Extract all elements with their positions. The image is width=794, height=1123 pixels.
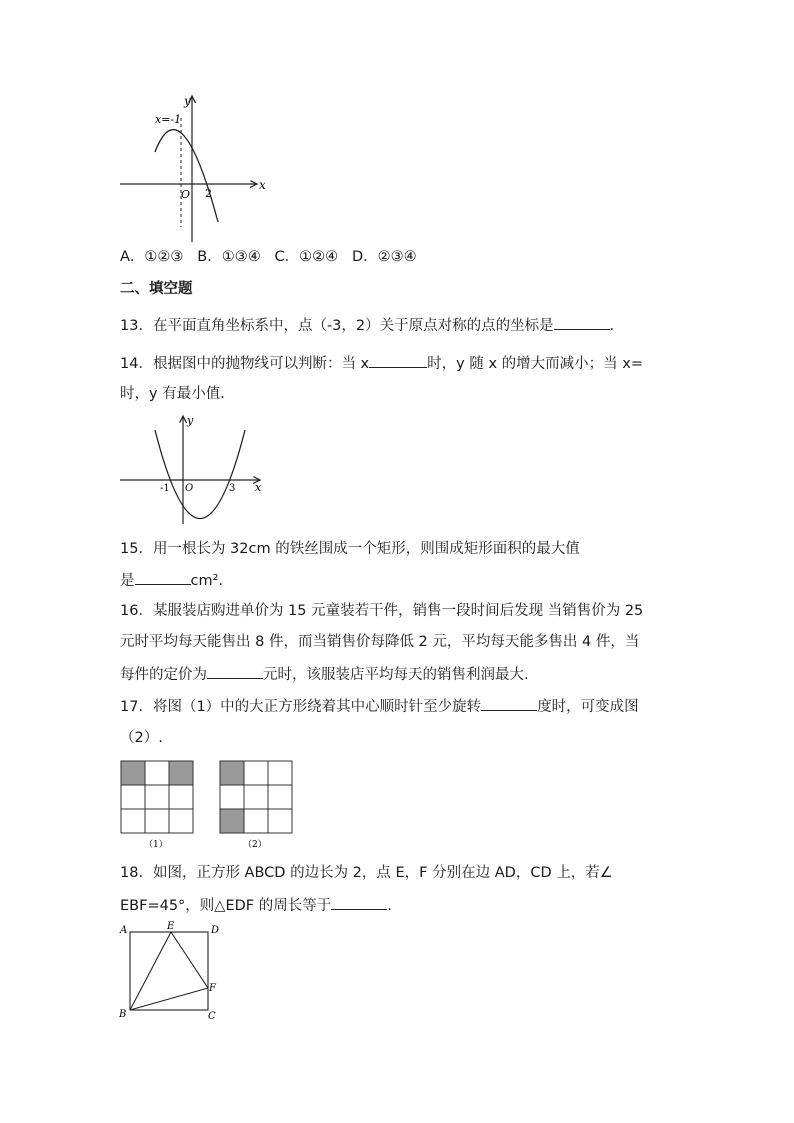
grid-2 <box>220 761 292 833</box>
origin-label: O <box>185 483 194 494</box>
q18-square-figure <box>112 920 232 1025</box>
q15-blank <box>135 570 191 585</box>
q16-end: 元时，该服装店平均每天的销售利润最大. <box>263 667 529 683</box>
question-16-line1: 16．某服装店购进单价为 15 元童装若干件，销售一段时间后发现 当销售价为 25 <box>120 603 644 619</box>
caption-1: （1） <box>144 840 168 850</box>
question-15-line1: 15．用一根长为 32cm 的铁丝围成一个矩形，则围成矩形面积的最大值 <box>120 541 580 557</box>
label-a: A <box>120 925 128 936</box>
x-label: x <box>259 178 266 192</box>
question-16-line2: 元时平均每天能售出 8 件，而当销售价每降低 2 元，平均每天能多售出 4 件，当 <box>120 634 640 650</box>
x-label: x <box>255 481 262 494</box>
caption-2: （2） <box>243 840 267 850</box>
q13-text: 13．在平面直角坐标系中，点（-3，2）关于原点对称的点的坐标是 <box>120 318 554 334</box>
y-label: y <box>187 414 194 427</box>
q17-end: 度时，可变成图 <box>537 699 639 715</box>
vline-label: x=-1 <box>155 113 182 126</box>
tick-2: 2 <box>205 187 212 200</box>
q14-graph <box>115 412 270 527</box>
q14-part1: 14．根据图中的抛物线可以判断：当 x <box>120 356 370 372</box>
option-b: B．①③④ <box>197 249 261 265</box>
question-18-line1: 18．如图，正方形 ABCD 的边长为 2，点 E，F 分别在边 AD，CD 上，若∠ <box>120 865 613 881</box>
q17-figures <box>118 758 298 853</box>
segment-bf <box>130 988 208 1010</box>
option-c: C．①②④ <box>274 249 339 265</box>
q17-start: 17．将图（1）中的大正方形绕着其中心顺时针至少旋转 <box>120 699 482 715</box>
q17-blank <box>481 696 537 711</box>
question-17-line1 <box>120 696 639 717</box>
segment-ef <box>171 932 208 988</box>
question-18-line2 <box>120 895 392 916</box>
label-f: F <box>209 983 216 994</box>
label-b: B <box>119 1009 127 1020</box>
parabola <box>155 430 245 519</box>
label-e: E <box>167 921 175 932</box>
q13-blank <box>554 315 610 330</box>
grid-1 <box>121 761 193 833</box>
question-14-line2: 时，y 有最小值． <box>120 386 235 402</box>
q15-start: 是 <box>120 573 135 589</box>
y-label: y <box>184 94 191 108</box>
label-d: D <box>211 925 220 936</box>
option-a: A．①②③ <box>120 249 184 265</box>
option-d: D．②③④ <box>351 249 417 265</box>
q16-start: 每件的定价为 <box>120 667 207 683</box>
q18-start: EBF=45°，则△EDF 的周长等于 <box>120 898 332 914</box>
q18-blank <box>331 895 387 910</box>
tick-3: 3 <box>229 483 236 494</box>
q14-blank1 <box>369 353 427 368</box>
section-heading: 二、填空题 <box>120 281 193 297</box>
segment-be <box>130 932 171 1010</box>
question-16-line3 <box>120 664 529 685</box>
q15-end: cm². <box>190 573 224 589</box>
q18-end: . <box>387 898 392 914</box>
question-15-line2 <box>120 570 223 591</box>
question-13 <box>120 315 624 336</box>
answer-options <box>120 247 417 267</box>
label-c: C <box>208 1011 216 1022</box>
q12-graph <box>115 92 275 242</box>
parabola <box>155 130 218 222</box>
q13-end: ． <box>609 318 625 334</box>
q16-blank <box>207 664 263 679</box>
tick-neg1: -1 <box>160 483 170 494</box>
q14-part2: 时，y 随 x 的增大而减小；当 x= <box>427 356 643 372</box>
origin-label: O <box>181 188 191 201</box>
question-17-line2: （2）. <box>120 730 163 746</box>
question-14-line1 <box>120 353 643 374</box>
